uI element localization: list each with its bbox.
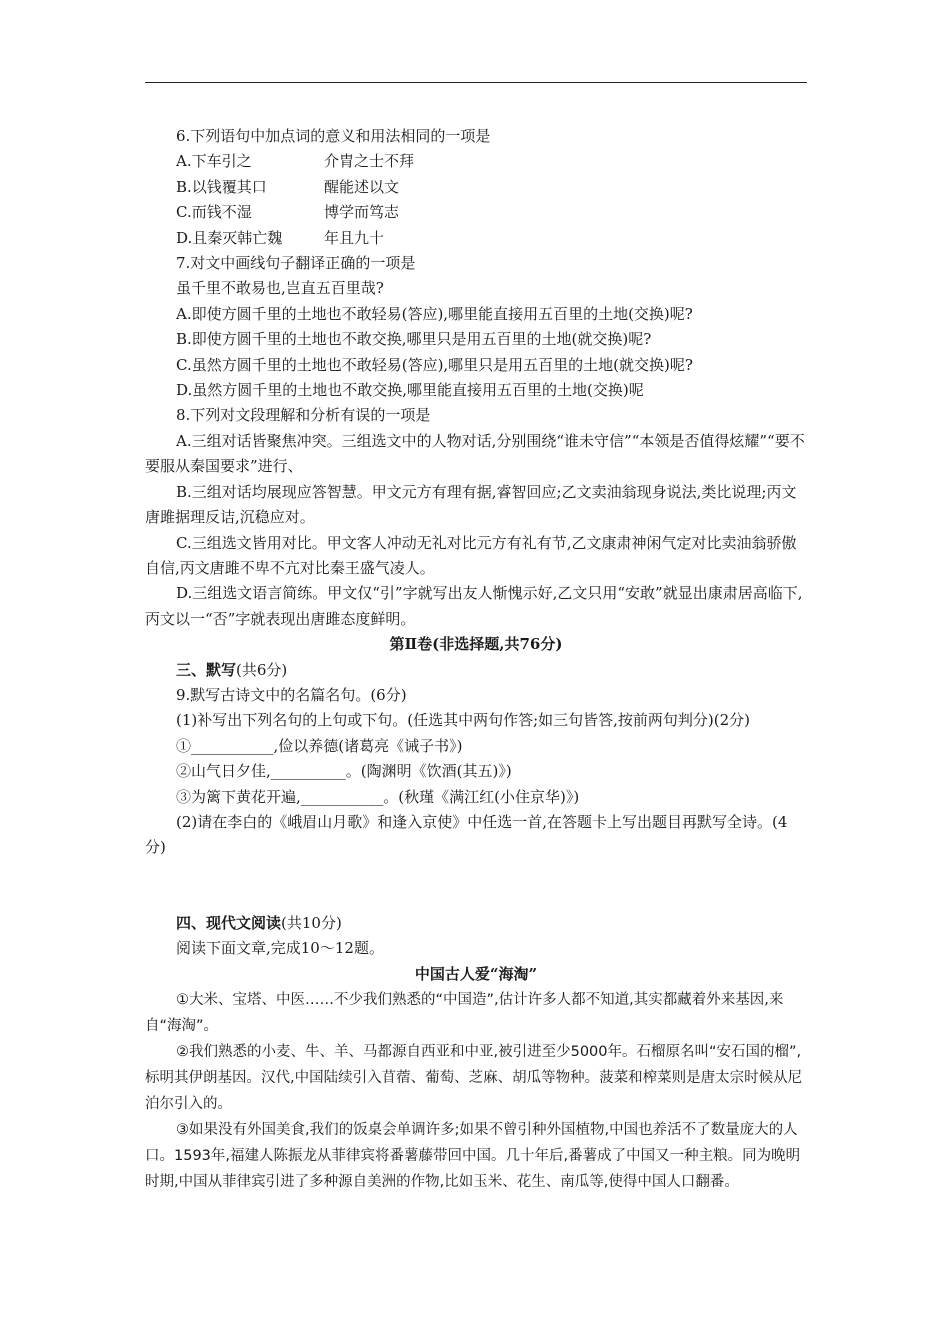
article-paragraph-1: ①大米、宝塔、中医……不少我们熟悉的“中国造”,估计许多人都不知道,其实都藏着外来基因,来自“海淘”。 xyxy=(145,992,784,1034)
article-title: 中国古人爱“海淘” xyxy=(414,964,538,983)
q8-option-b: B.三组对话均展现应答智慧。甲文元方有理有据,睿智回应;乙文卖油翁现身说法,类比说理;丙文唐雎据理反诘,沉稳应对。 xyxy=(145,482,797,527)
q6-option-b: B.以钱覆其口 醒能述以文 xyxy=(176,177,400,196)
q9-line-2: ②山气日夕佳,__________。(陶渊明《饮酒(其五)》) xyxy=(176,762,512,781)
part2-title: 第Ⅱ卷(非选择题,共76分) xyxy=(389,635,563,654)
q7-option-c: C.虽然方圆千里的土地也不敢轻易(答应),哪里只是用五百里的土地(就交换)呢? xyxy=(176,355,693,374)
q8-option-a: A.三组对话皆聚焦冲突。三组选文中的人物对话,分别围绕“谁未守信”“本领是否值得炫耀”“要不要服从秦国要求”进行、 xyxy=(145,431,805,476)
article-paragraph-2: ②我们熟悉的小麦、牛、羊、马都源自西亚和中亚,被引进至少5000年。石榴原名叫“安石国的榴”,标明其伊朗基因。汉代,中国陆续引入苜蓿、葡萄、芝麻、胡瓜等物种。菠菜和榨菜则是唐太宗时候从尼泊尔引入的。 xyxy=(145,1044,803,1112)
q9-stem: 9.默写古诗文中的名篇名句。(6分) xyxy=(176,685,407,704)
header-rule xyxy=(145,82,807,83)
q9-sub1: (1)补写出下列名句的上句或下句。(任选其中两句作答;如三句皆答,按前两句判分)(2分) xyxy=(176,711,751,730)
q7-option-a: A.即使方圆千里的土地也不敢轻易(答应),哪里能直接用五百里的土地(交换)呢? xyxy=(176,304,693,323)
q9-sub2: (2)请在李白的《峨眉山月歌》和逢入京使》中任选一首,在答题卡上写出题目再默写全诗。(4分) xyxy=(145,812,788,857)
q6-option-d: D.且秦灭韩亡魏 年且九十 xyxy=(176,228,385,247)
q8-stem: 8.下列对文段理解和分析有误的一项是 xyxy=(176,406,431,425)
q7-option-b: B.即使方圆千里的土地也不敢交换,哪里只是用五百里的土地(就交换)呢? xyxy=(176,330,652,349)
exam-page xyxy=(145,124,807,1195)
spacer xyxy=(145,861,807,911)
section3-heading: 三、默写(共6分) xyxy=(176,660,288,679)
q7-option-d: D.虽然方圆千里的土地也不敢交换,哪里能直接用五百里的土地(交换)呢 xyxy=(176,381,644,400)
q6-stem: 6.下列语句中加点词的意义和用法相同的一项是 xyxy=(176,127,491,145)
q6-option-a: A.下车引之 介胄之士不拜 xyxy=(176,152,415,171)
section4-instruction: 阅读下面文章,完成10～12题。 xyxy=(176,939,384,958)
q8-option-d: D.三组选文语言简练。甲文仅“引”字就写出友人惭愧示好,乙文只用“安敢”就显出康肃居高临下,丙文以一“否”字就表现出唐雎态度鲜明。 xyxy=(145,584,803,628)
q9-line-1: ①___________,俭以养德(诸葛亮《诫子书》) xyxy=(176,736,463,755)
q7-sentence: 虽千里不敢易也,岂直五百里哉? xyxy=(176,279,384,298)
q6-option-c: C.而钱不湿 博学而笃志 xyxy=(176,203,400,222)
article-paragraph-3: ③如果没有外国美食,我们的饭桌会单调许多;如果不曾引种外国植物,中国也养活不了数量庞大的人口。1593年,福建人陈振龙从菲律宾将番薯藤带回中国。几十年后,番薯成了中国又一种主粮。同为晚明时期,中国从菲律宾引进了多种源自美洲的作物,比如玉米、花生、南瓜等,使得中国人口翻番。 xyxy=(145,1122,801,1190)
section4-heading: 四、现代文阅读(共10分) xyxy=(176,913,342,932)
q9-line-3: ③为篱下黄花开遍,___________。(秋瑾《满江红(小住京华)》) xyxy=(176,787,580,806)
q7-stem: 7.对文中画线句子翻译正确的一项是 xyxy=(176,254,416,273)
q8-option-c: C.三组选文皆用对比。甲文客人冲动无礼对比元方有礼有节,乙文康肃神闲气定对比卖油翁骄傲自信,丙文唐雎不卑不亢对比秦王盛气凌人。 xyxy=(145,533,797,577)
